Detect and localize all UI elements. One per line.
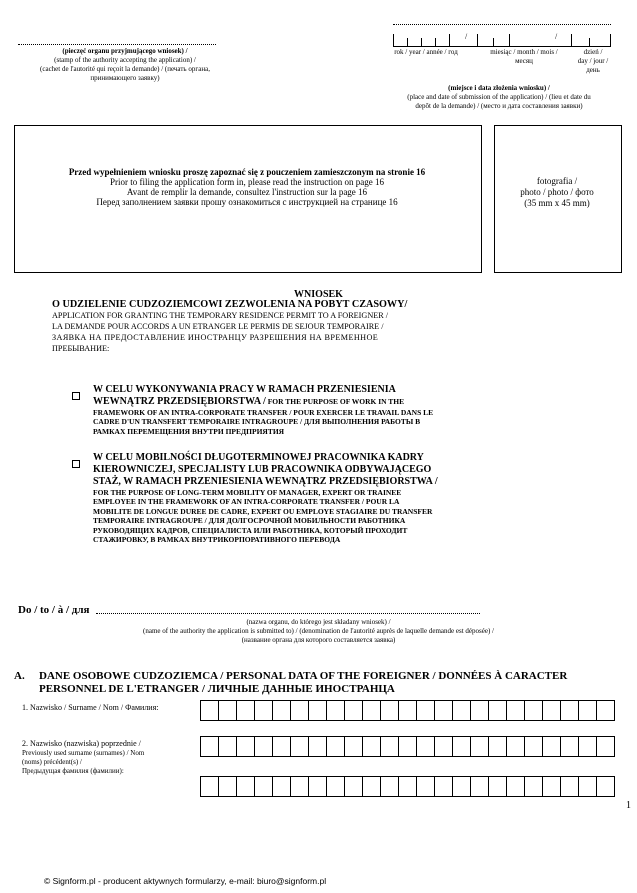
letter-cell[interactable]	[218, 701, 236, 720]
letter-cell[interactable]	[326, 777, 344, 796]
date-month-a: miesiąc / month / mois /	[490, 48, 558, 56]
option-1-line-2b: FOR THE PURPOSE OF WORK IN THE	[265, 397, 405, 406]
addressee-input-line[interactable]	[96, 613, 480, 614]
letter-cell[interactable]	[380, 737, 398, 756]
letter-cell[interactable]	[326, 701, 344, 720]
letter-cell[interactable]	[272, 777, 290, 796]
addressee-caption	[0, 618, 637, 645]
letter-cell[interactable]	[560, 701, 578, 720]
addressee-note-3: (название органа для которого составляется заявка)	[241, 636, 396, 644]
page-number: 1	[626, 800, 631, 811]
letter-cell[interactable]	[200, 777, 218, 796]
letter-cell[interactable]	[488, 701, 506, 720]
letter-cell[interactable]	[542, 701, 560, 720]
heading-pl: O UDZIELENIE CUDZOZIEMCOWI ZEZWOLENIA NA POBYT CZASOWY/	[52, 299, 408, 310]
date-month-label	[488, 48, 560, 66]
stamp-caption-fr: (cachet de l'autorité qui reçoit la demande) / (печать органа,	[40, 65, 210, 73]
letter-cell[interactable]	[596, 737, 614, 756]
option-1-line-5: РАМКАХ ПЕРЕМЕЩЕНИЯ ВНУТРИ ПРЕДПРИЯТИЯ	[93, 426, 285, 436]
date-day-b: day / jour /	[577, 57, 609, 65]
letter-cell[interactable]	[308, 777, 326, 796]
option-2-line-9: СТАЖИРОВКУ, В РАМКАХ ВНУТРИКОРПОРАТИВНОГО ПЕРЕВОДА	[93, 535, 341, 545]
surname-input[interactable]	[200, 700, 615, 721]
previous-surname-input-2[interactable]	[200, 776, 615, 797]
letter-cell[interactable]	[290, 777, 308, 796]
heading-en: APPLICATION FOR GRANTING THE TEMPORARY RESIDENCE PERMIT TO A FOREIGNER /	[52, 311, 389, 320]
letter-cell[interactable]	[416, 777, 434, 796]
date-day-c: день	[586, 66, 600, 74]
heading-fr: LA DEMANDE POUR ACCORDS A UN ETRANGER LE PERMIS DE SEJOUR TEMPORAIRE /	[52, 322, 384, 331]
previous-surname-label	[22, 739, 197, 776]
letter-cell[interactable]	[344, 701, 362, 720]
addressee-note-1: (nazwa organu, do którego jest składany wniosek) /	[246, 618, 391, 626]
letter-cell[interactable]	[326, 737, 344, 756]
instruction-ru: Перед заполнением заявки прошу ознакомиться с инструкцией на странице 16	[96, 197, 398, 207]
photo-caption	[494, 176, 620, 209]
option-2-line-8: РУКОВОДЯЩИХ КАДРОВ, СПЕЦИАЛИСТА ИЛИ РАБОТНИКА, КОТОРЫЙ ПРОХОДИТ	[93, 525, 408, 535]
letter-cell[interactable]	[470, 777, 488, 796]
form-title: WNIOSEK	[294, 289, 343, 300]
letter-cell[interactable]	[344, 737, 362, 756]
option-2-text	[93, 452, 487, 544]
letter-cell[interactable]	[380, 701, 398, 720]
option-2-line-6: MOBILITE DE LONGUE DUREE DE CADRE, EXPERT OU EMPLOYE STAGIAIRE DU TRANSFER	[93, 506, 433, 516]
letter-cell[interactable]	[542, 737, 560, 756]
letter-cell[interactable]	[362, 777, 380, 796]
photo-line-3: (35 mm x 45 mm)	[524, 198, 590, 208]
section-a-title-1: DANE OSOBOWE CUDZOZIEMCA / PERSONAL DATA OF THE FOREIGNER / DONNÉES À CARACTER	[39, 670, 568, 682]
place-caption-fr: depôt de la demande) / (место и дата составления заявки)	[415, 102, 583, 110]
letter-cell[interactable]	[470, 701, 488, 720]
letter-cell[interactable]	[596, 777, 614, 796]
form-heading	[52, 299, 482, 354]
letter-cell[interactable]	[254, 737, 272, 756]
previous-surname-l1: 2. Nazwisko (nazwiska) poprzednie /	[22, 739, 141, 748]
date-day-label	[570, 48, 616, 75]
letter-cell[interactable]	[398, 701, 416, 720]
letter-cell[interactable]	[434, 777, 452, 796]
letter-cell[interactable]	[308, 737, 326, 756]
place-caption-en: (place and date of submission of the application) / (lieu et date du	[407, 93, 591, 101]
addressee-label: Do / to / à / для	[18, 604, 90, 616]
section-a-title	[39, 670, 629, 696]
instruction-fr: Avant de remplir la demande, consultez l'instruction sur la page 16	[126, 187, 368, 197]
option-1-line-4: CADRE D'UN TRANSFERT TEMPORAIRE INTRAGROUPE / ДЛЯ ВЫПОЛНЕНИЯ РАБОТЫ В	[93, 417, 421, 427]
letter-cell[interactable]	[506, 737, 524, 756]
previous-surname-l2: Previously used surname (surnames) / Nom	[22, 749, 145, 757]
letter-cell[interactable]	[578, 737, 596, 756]
previous-surname-l3: (noms) précédent(s) /	[22, 758, 82, 766]
instruction-en: Prior to filing the application form in, please read the instruction on page 16	[110, 177, 384, 187]
letter-cell[interactable]	[524, 701, 542, 720]
letter-cell[interactable]	[218, 737, 236, 756]
letter-cell[interactable]	[488, 777, 506, 796]
letter-cell[interactable]	[578, 777, 596, 796]
letter-cell[interactable]	[218, 777, 236, 796]
letter-cell[interactable]	[560, 737, 578, 756]
letter-cell[interactable]	[236, 701, 254, 720]
instruction-pl: Przed wypełnieniem wniosku proszę zapoznać się z pouczeniem zamieszczonym na stronie 16	[68, 167, 426, 177]
previous-surname-l4: Предыдущая фамилия (фамилии):	[22, 767, 124, 775]
letter-cell[interactable]	[596, 701, 614, 720]
place-line	[393, 24, 611, 25]
letter-cell[interactable]	[398, 777, 416, 796]
option-2-line-3: STAŻ, W RAMACH PRZENIESIENIA WEWNĄTRZ PRZEDSIĘBIORSTWA /	[93, 476, 438, 487]
letter-cell[interactable]	[434, 737, 452, 756]
letter-cell[interactable]	[488, 737, 506, 756]
letter-cell[interactable]	[416, 737, 434, 756]
letter-cell[interactable]	[524, 737, 542, 756]
letter-cell[interactable]	[380, 777, 398, 796]
letter-cell[interactable]	[200, 701, 218, 720]
stamp-caption	[10, 47, 240, 83]
date-day-a: dzień /	[583, 48, 603, 56]
date-year-label: rok / year / année / год	[394, 48, 458, 56]
letter-cell[interactable]	[236, 777, 254, 796]
letter-cell[interactable]	[236, 737, 254, 756]
letter-cell[interactable]	[434, 701, 452, 720]
section-a-letter: A.	[14, 670, 25, 682]
footer-credit: © Signform.pl - producent aktywnych formularzy, e-mail: biuro@signform.pl	[44, 876, 327, 886]
option-1-checkbox[interactable]	[72, 387, 80, 405]
option-2-line-2: KIEROWNICZEJ, SPECJALISTY LUB PRACOWNIKA ODBYWAJĄCEGO	[93, 464, 432, 475]
stamp-caption-ru: принимающего заявку)	[90, 74, 160, 82]
letter-cell[interactable]	[506, 701, 524, 720]
previous-surname-input-1[interactable]	[200, 736, 615, 757]
letter-cell[interactable]	[362, 737, 380, 756]
date-month-b: месяц	[515, 57, 533, 65]
instruction-text	[14, 167, 480, 207]
date-sep-1: /	[465, 32, 468, 41]
letter-cell[interactable]	[200, 737, 218, 756]
option-1-text	[93, 384, 487, 436]
letter-cell[interactable]	[272, 737, 290, 756]
stamp-caption-pl: (pieczęć organu przyjmującego wniosek) /	[62, 47, 188, 55]
surname-label: 1. Nazwisko / Surname / Nom / Фамилия:	[22, 703, 159, 712]
letter-cell[interactable]	[290, 737, 308, 756]
option-2-line-5: EMPLOYEE IN THE FRAMEWORK OF AN INTRA-CORPORATE TRANSFER / POUR LA	[93, 497, 400, 507]
option-2-checkbox[interactable]	[72, 455, 80, 473]
option-1-line-2a: WEWNĄTRZ PRZEDSIĘBIORSTWA /	[93, 396, 266, 407]
option-2-line-1: W CELU MOBILNOŚCI DŁUGOTERMINOWEJ PRACOWNIKA KADRY	[93, 452, 424, 463]
heading-ru: ЗАЯВКА НА ПРЕДОСТАВЛЕНИЕ ИНОСТРАНЦУ РАЗРЕШЕНИЯ НА ВРЕМЕННОЕ	[52, 333, 379, 342]
stamp-line	[18, 44, 216, 45]
letter-cell[interactable]	[308, 701, 326, 720]
letter-cell[interactable]	[506, 777, 524, 796]
letter-cell[interactable]	[578, 701, 596, 720]
section-a-title-2: PERSONNEL DE L'ETRANGER / ЛИЧНЫЕ ДАННЫЕ ИНОСТРАНЦА	[39, 683, 395, 695]
letter-cell[interactable]	[452, 777, 470, 796]
heading-ru-2: ПРЕБЫВАНИЕ:	[52, 344, 110, 353]
option-1-line-3: FRAMEWORK OF AN INTRA-CORPORATE TRANSFER / POUR EXERCER LE TRAVAIL DANS LE	[93, 408, 434, 417]
photo-line-1: fotografia /	[536, 176, 578, 186]
letter-cell[interactable]	[542, 777, 560, 796]
letter-cell[interactable]	[272, 701, 290, 720]
letter-cell[interactable]	[344, 777, 362, 796]
option-1-line-1: W CELU WYKONYWANIA PRACY W RAMACH PRZENIESIENIA	[93, 384, 396, 395]
place-caption-pl: (miejsce i data złożenia wniosku) /	[448, 84, 550, 92]
place-caption	[368, 84, 630, 111]
letter-cell[interactable]	[452, 737, 470, 756]
letter-cell[interactable]	[290, 701, 308, 720]
date-grid[interactable]	[393, 32, 611, 47]
letter-cell[interactable]	[470, 737, 488, 756]
letter-cell[interactable]	[416, 701, 434, 720]
letter-cell[interactable]	[254, 777, 272, 796]
addressee-note-2: (name of the authority the application is submitted to) / (denomination de l'autorité auprès de laquelle demande est déposée) /	[143, 627, 494, 635]
letter-cell[interactable]	[524, 777, 542, 796]
option-2-line-4: FOR THE PURPOSE OF LONG-TERM MOBILITY OF MANAGER, EXPERT OR TRAINEE	[93, 488, 402, 497]
letter-cell[interactable]	[398, 737, 416, 756]
option-2-line-7: TEMPORAIRE INTRAGROUPE / ДЛЯ ДОЛГОСРОЧНОЙ МОБИЛЬНОСТИ РАБОТНИКА	[93, 516, 406, 526]
letter-cell[interactable]	[560, 777, 578, 796]
date-sep-2: /	[555, 32, 558, 41]
letter-cell[interactable]	[362, 701, 380, 720]
photo-line-2: photo / photo / фото	[520, 187, 594, 197]
letter-cell[interactable]	[452, 701, 470, 720]
stamp-caption-en: (stamp of the authority accepting the application) /	[54, 56, 196, 64]
letter-cell[interactable]	[254, 701, 272, 720]
